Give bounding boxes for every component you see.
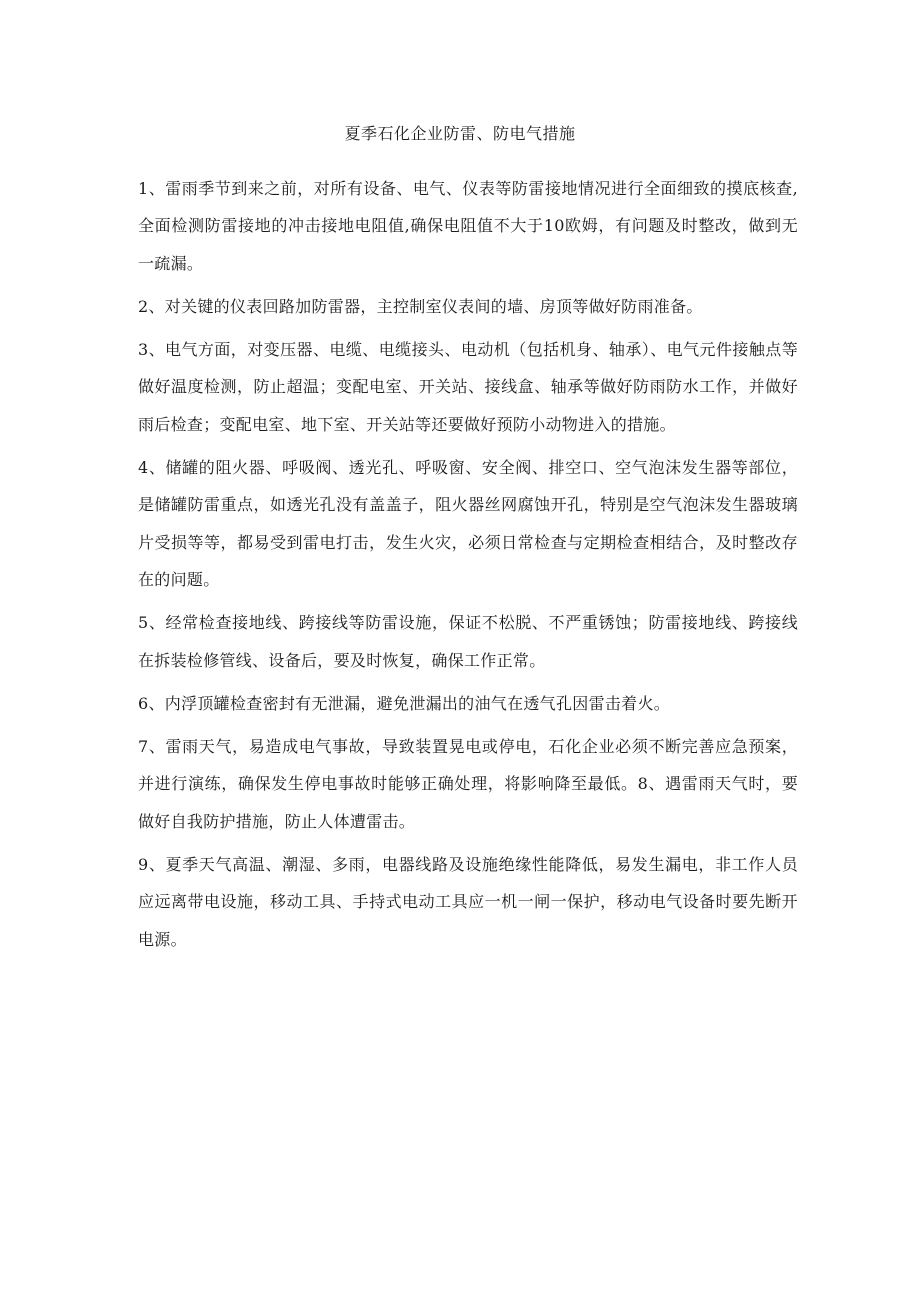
paragraph-6: 6、内浮顶罐检查密封有无泄漏，避免泄漏出的油气在透气孔因雷击着火。	[138, 693, 671, 713]
document-body	[138, 170, 798, 964]
paragraph-2: 2、对关键的仪表回路加防雷器，主控制室仪表间的墙、房顶等做好防雨准备。	[138, 296, 703, 316]
document-title: 夏季石化企业防雷、防电气措施	[344, 124, 576, 143]
paragraph-1: 1、雷雨季节到来之前，对所有设备、电气、仪表等防雷接地情况进行全面细致的摸底核查,全面检测防雷接地的冲击接地电阻值,确保电阻值不大于10欧姆，有问题及时整改，做到无一疏漏。	[138, 179, 798, 273]
paragraph-7: 7、雷雨天气，易造成电气事故，导致装置晃电或停电，石化企业必须不断完善应急预案，并进行演练，确保发生停电事故时能够正确处理，将影响降至最低。8、遇雷雨天气时，要做好自我防护措施，防止人体遭雷击。	[138, 737, 798, 831]
paragraph-3: 3、电气方面，对变压器、电缆、电缆接头、电动机（包括机身、轴承）、电气元件接触点等做好温度检测，防止超温；变配电室、开关站、接线盒、轴承等做好防雨防水工作，并做好雨后检查；变配电室、地下室、开关站等还要做好预防小动物进入的措施。	[138, 340, 798, 434]
paragraph-5: 5、经常检查接地线、跨接线等防雷设施，保证不松脱、不严重锈蚀；防雷接地线、跨接线在拆装检修管线、设备后，要及时恢复，确保工作正常。	[138, 613, 798, 670]
paragraph-9: 9、夏季天气高温、潮湿、多雨，电器线路及设施绝缘性能降低，易发生漏电，非工作人员应远离带电设施，移动工具、手持式电动工具应一机一闸一保护，移动电气设备时要先断开电源。	[138, 855, 798, 949]
paragraph-4: 4、储罐的阻火器、呼吸阀、透光孔、呼吸窗、安全阀、排空口、空气泡沫发生器等部位，是储罐防雷重点，如透光孔没有盖盖子，阻火器丝网腐蚀开孔，特别是空气泡沫发生器玻璃片受损等等，都易受到雷电打击，发生火灾，必须日常检查与定期检查相结合，及时整改存在的问题。	[138, 458, 798, 589]
